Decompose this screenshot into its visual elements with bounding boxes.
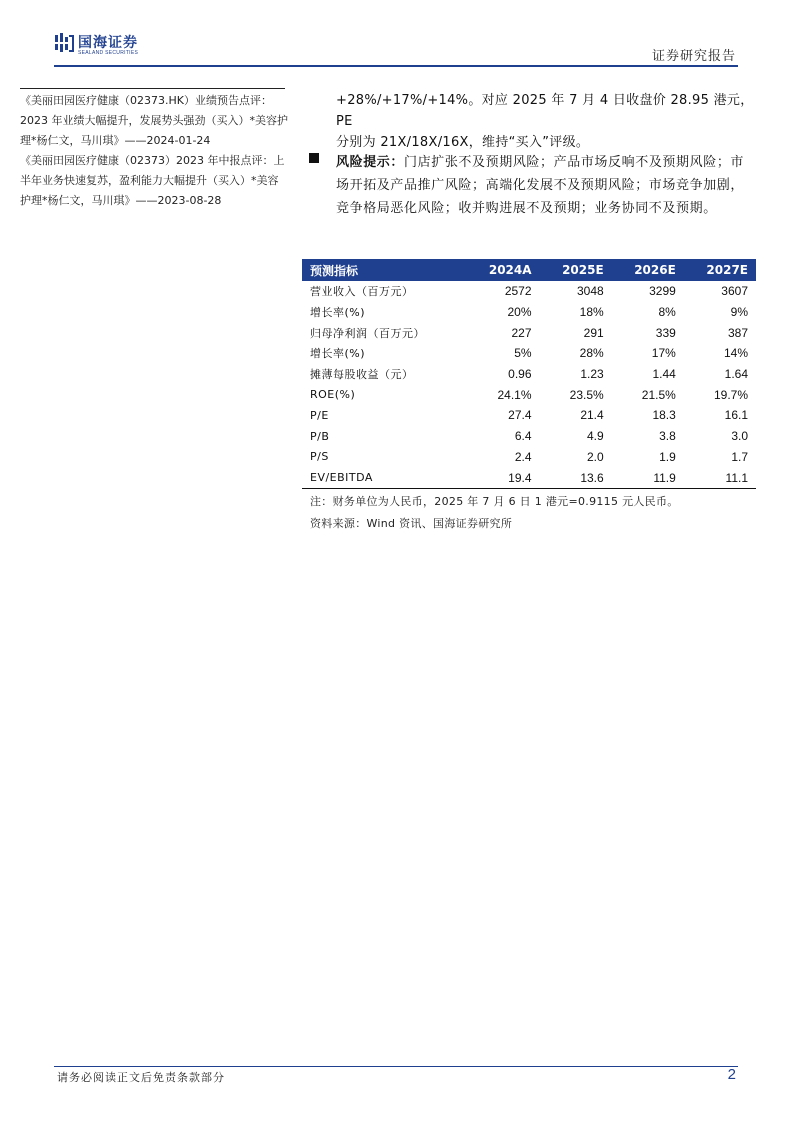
table-cell: 4.9: [586, 429, 604, 444]
table-cell: 6.4: [514, 429, 532, 444]
related-report-item[interactable]: 《美丽田园医疗健康（02373.HK）业绩预告点评：2023 年业绩大幅提升，发展势头强劲（买入）*美容护理*杨仁文，马川琪》——2024-01-24: [20, 94, 288, 147]
table-cell: 13.6: [540, 467, 612, 488]
table-cell: 1.64: [724, 367, 748, 382]
table-header-cell: 预测指标: [302, 259, 466, 281]
table-cell: 1.23: [580, 367, 604, 382]
table-cell: 19.4: [466, 467, 539, 488]
table-cell: 20%: [507, 305, 532, 320]
table-cell: 3.0: [731, 429, 748, 444]
table-cell: EV/EBITDA: [302, 467, 466, 488]
table-row: [302, 384, 756, 405]
table-cell: 增长率(%): [310, 347, 366, 361]
table-cell: 3607: [721, 284, 748, 299]
logo-name-cn: 国海证券: [78, 35, 138, 51]
table-source: 资料来源：Wind 资讯、国海证券研究所: [310, 517, 513, 530]
footer-divider: [54, 1066, 738, 1067]
header-divider: [54, 65, 738, 67]
table-cell: P/S: [310, 450, 329, 464]
table-cell: 14%: [723, 346, 748, 361]
table-cell: 2.4: [514, 449, 532, 464]
table-cell: ROE(%): [310, 388, 356, 402]
related-report-item[interactable]: 《美丽田园医疗健康（02373）2023 年中报点评：上半年业务快速复苏，盈利能力大幅提升（买入）*美容护理*杨仁文，马川琪》——2023-08-28: [20, 154, 285, 207]
table-cell: 27.4: [508, 408, 532, 423]
related-reports-divider: [20, 88, 285, 89]
table-cell: 3.8: [659, 429, 676, 444]
related-reports: [20, 91, 288, 211]
footer-disclaimer: 请务必阅读正文后免责条款部分: [57, 1071, 225, 1084]
table-cell: 387: [727, 325, 748, 340]
table-header-cell: 2027E: [684, 259, 756, 281]
table-cell: 339: [655, 325, 676, 340]
table-row: [302, 322, 756, 343]
table-note: 注：财务单位为人民币，2025 年 7 月 6 日 1 港元=0.9115 元人民币。: [310, 495, 679, 508]
table-cell: 28%: [579, 346, 604, 361]
table-cell: 0.96: [508, 367, 532, 382]
table-cell: 2572: [504, 284, 532, 299]
table-cell: 24.1%: [497, 387, 532, 402]
table-cell: 摊薄每股收益（元）: [310, 368, 414, 382]
page-number: 2: [727, 1066, 736, 1083]
table-cell: 11.1: [684, 467, 756, 488]
table-cell: 19.7%: [713, 387, 748, 402]
table-cell: 23.5%: [569, 387, 604, 402]
table-cell: 营业收入（百万元）: [310, 285, 414, 299]
table-cell: 291: [583, 325, 604, 340]
bullet-square-icon: [309, 153, 319, 163]
forecast-table: [302, 259, 756, 489]
table-row: [302, 343, 756, 364]
table-cell: 3048: [576, 284, 604, 299]
table-cell: 1.9: [659, 449, 676, 464]
table-row: [302, 302, 756, 323]
table-cell: 5%: [514, 346, 532, 361]
table-header-cell: 2024A: [466, 259, 539, 281]
table-cell: 11.9: [612, 467, 684, 488]
table-cell: 18.3: [652, 408, 676, 423]
table-row: [302, 405, 756, 426]
table-cell: P/E: [310, 408, 329, 422]
table-row: [302, 364, 756, 385]
table-header-cell: 2026E: [612, 259, 684, 281]
table-cell: 1.44: [652, 367, 676, 382]
table-row: [302, 281, 756, 302]
valuation-line: +28%/+17%/+14%。对应 2025 年 7 月 4 日收盘价 28.95 港元，PE: [336, 93, 754, 129]
sealand-logo: [54, 31, 164, 61]
table-cell: P/B: [310, 429, 330, 443]
table-row: [302, 447, 756, 468]
table-row: [302, 467, 756, 488]
table-cell: 1.7: [731, 449, 748, 464]
report-type-label: 证券研究报告: [651, 49, 736, 64]
table-header-row: [302, 259, 756, 281]
table-cell: 16.1: [724, 408, 748, 423]
risk-label: 风险提示：: [336, 155, 405, 170]
table-cell: 17%: [651, 346, 676, 361]
risk-warning: [336, 151, 756, 220]
table-cell: 227: [511, 325, 532, 340]
table-cell: 归母净利润（百万元）: [310, 326, 425, 340]
table-cell: 3299: [649, 284, 676, 299]
table-cell: 增长率(%): [310, 306, 366, 320]
logo-name-en: SEALAND SECURITIES: [78, 50, 139, 56]
table-row: [302, 426, 756, 447]
table-cell: 18%: [579, 305, 604, 320]
risk-text: 门店扩张不及预期风险；产品市场反响不及预期风险；市场开拓及产品推广风险；高端化发展不及预期风险；市场竞争加剧，竞争格局恶化风险；收并购进展不及预期；业务协同不及预期。: [336, 155, 745, 216]
table-cell: 9%: [730, 305, 748, 320]
table-cell: 2.0: [586, 449, 604, 464]
table-cell: 21.4: [580, 408, 604, 423]
table-header-cell: 2025E: [540, 259, 612, 281]
valuation-paragraph: [336, 90, 756, 153]
valuation-line: 分别为 21X/18X/16X，维持“买入”评级。: [336, 135, 590, 150]
sealand-logo-mark-icon: [54, 33, 74, 53]
table-cell: 8%: [658, 305, 676, 320]
table-cell: 21.5%: [641, 387, 676, 402]
